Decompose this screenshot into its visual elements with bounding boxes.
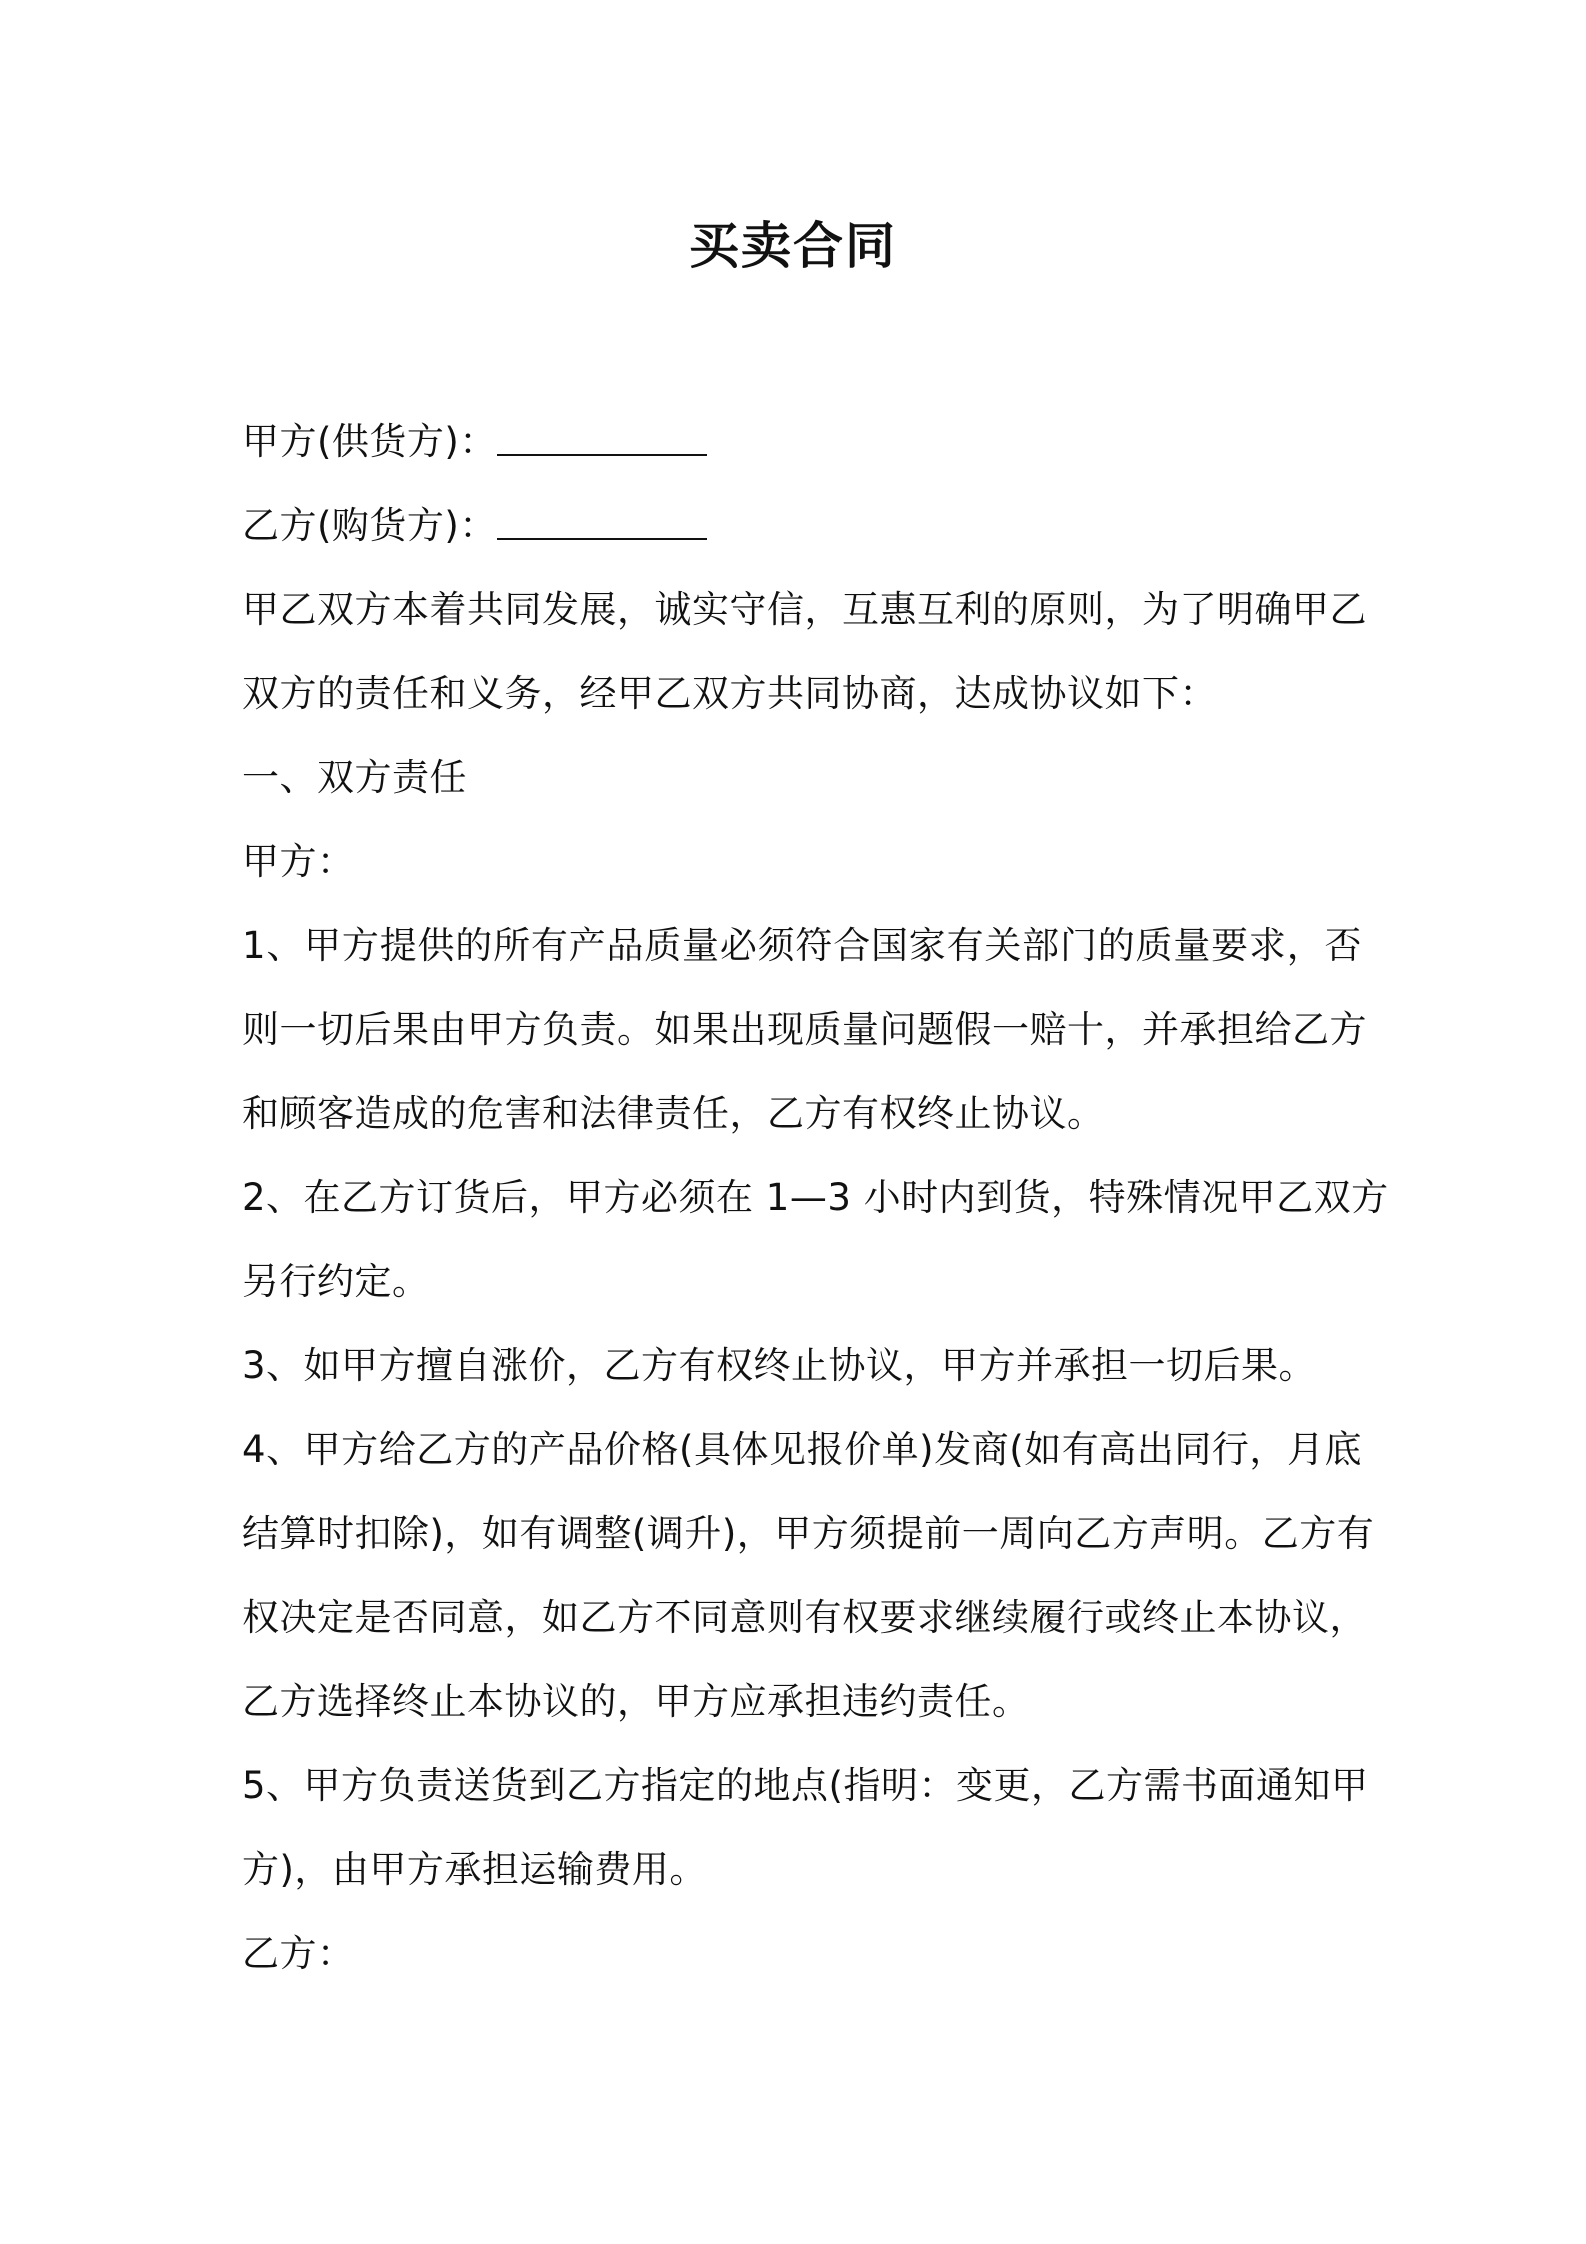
party-b-blank (497, 498, 707, 540)
intro-line-2: 双方的责任和义务，经甲乙双方共同协商，达成协议如下： (242, 672, 1217, 715)
clause-5-line-1: 5、甲方负责送货到乙方指定的地点(指明：变更，乙方需书面通知甲 (242, 1764, 1369, 1807)
clause-1-line-2: 则一切后果由甲方负责。如果出现质量问题假一赔十，并承担给乙方 (242, 1008, 1367, 1051)
clause-1-line-3: 和顾客造成的危害和法律责任，乙方有权终止协议。 (242, 1092, 1105, 1135)
party-a-label: 甲方(供货方)： (242, 420, 497, 463)
party-b-line (242, 484, 1362, 568)
party-b-heading: 乙方： (242, 1932, 355, 1975)
party-a-line (242, 400, 1362, 484)
party-b-label: 乙方(购货方)： (242, 504, 497, 547)
clause-4-line-2: 结算时扣除)，如有调整(调升)，甲方须提前一周向乙方声明。乙方有 (242, 1512, 1375, 1555)
clause-5-line-2: 方)，由甲方承担运输费用。 (242, 1848, 707, 1891)
clause-2-line-1: 2、在乙方订货后，甲方必须在 1—3 小时内到货，特殊情况甲乙双方 (242, 1176, 1389, 1219)
clause-2-line-2: 另行约定。 (242, 1260, 430, 1303)
document-title: 买卖合同 (689, 217, 897, 275)
intro-line-1: 甲乙双方本着共同发展，诚实守信，互惠互利的原则，为了明确甲乙 (242, 588, 1367, 631)
clause-4-line-3: 权决定是否同意，如乙方不同意则有权要求继续履行或终止本协议， (242, 1596, 1367, 1639)
contract-body (242, 400, 1389, 1996)
party-a-heading: 甲方： (242, 840, 355, 883)
clause-1-line-1: 1、甲方提供的所有产品质量必须符合国家有关部门的质量要求，否 (242, 924, 1362, 967)
clause-4-line-1: 4、甲方给乙方的产品价格(具体见报价单)发商(如有高出同行，月底 (242, 1428, 1362, 1471)
clause-3-line-1: 3、如甲方擅自涨价，乙方有权终止协议，甲方并承担一切后果。 (242, 1344, 1317, 1387)
section-heading: 一、双方责任 (242, 756, 467, 799)
clause-4-line-4: 乙方选择终止本协议的，甲方应承担违约责任。 (242, 1680, 1030, 1723)
party-a-blank (497, 414, 707, 456)
